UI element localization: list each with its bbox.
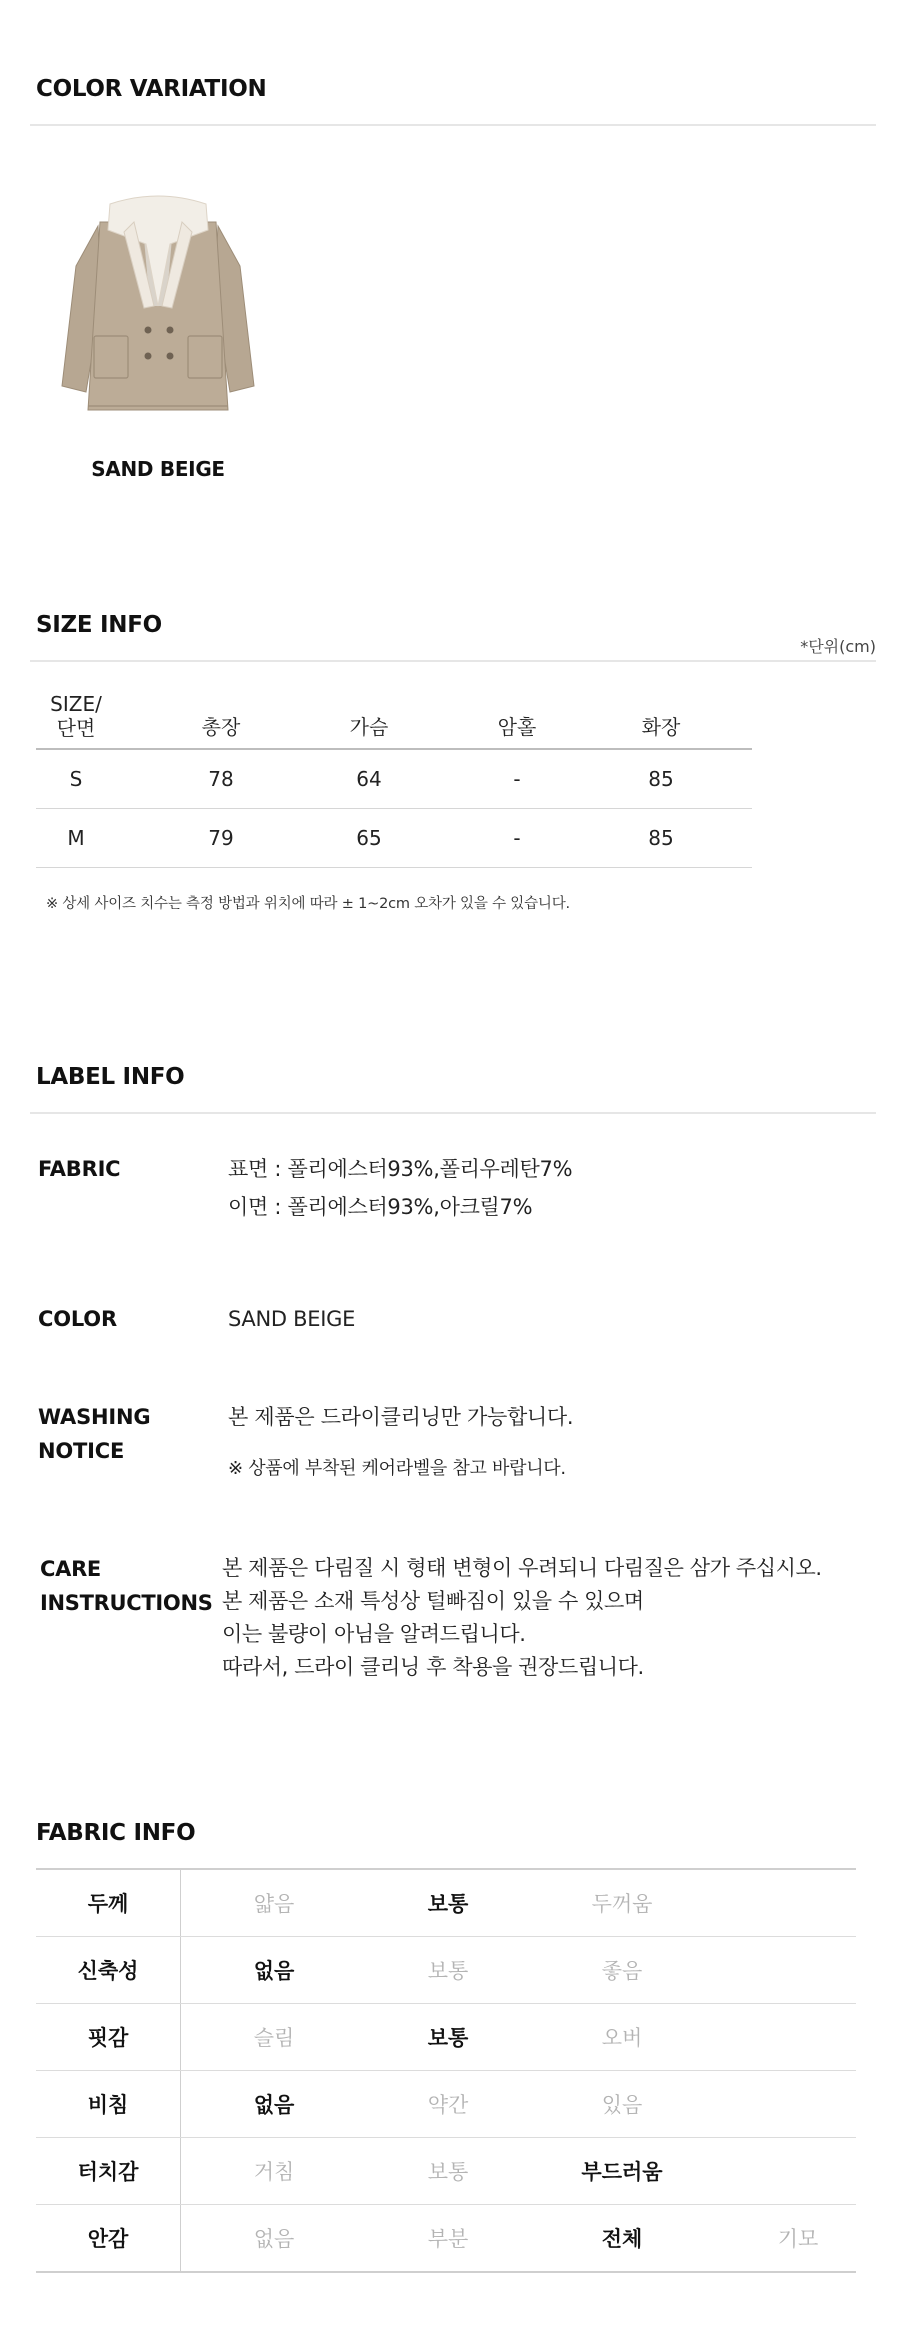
color-label: COLOR <box>38 1307 117 1331</box>
fabric-row-label: 신축성 <box>36 1937 181 2003</box>
size-cell: 85 <box>648 767 674 791</box>
fabric-row-lining <box>36 2205 856 2273</box>
label-info-title: LABEL INFO <box>36 1064 185 1090</box>
fabric-row-label: 터치감 <box>36 2138 181 2204</box>
fabric-option: 얇음 <box>253 1892 295 1916</box>
fabric-option: 두꺼움 <box>591 1892 653 1916</box>
fabric-option: 없음 <box>253 2227 295 2251</box>
fabric-row-fit <box>36 2004 856 2071</box>
fabric-line: 이면 : 폴리에스터93%,아크릴7% <box>228 1195 533 1219</box>
fabric-row-stretch <box>36 1937 856 2004</box>
fabric-option: 보통 <box>427 2026 469 2050</box>
size-table-header <box>36 684 752 750</box>
fabric-option: 거침 <box>253 2160 295 2184</box>
fabric-option: 없음 <box>253 2093 295 2117</box>
fabric-option: 좋음 <box>601 1959 643 1983</box>
size-header-chest: 가슴 <box>349 715 389 739</box>
fabric-info-title: FABRIC INFO <box>36 1820 196 1846</box>
size-cell: 65 <box>356 826 382 850</box>
care-text <box>222 1552 822 1684</box>
care-line: 이는 불량이 아님을 알려드립니다. <box>222 1622 526 1646</box>
size-cell: - <box>513 826 521 850</box>
size-header-sleeve: 화장 <box>641 715 681 739</box>
size-cell: 79 <box>208 826 234 850</box>
fabric-row-label: 두께 <box>36 1870 181 1936</box>
washing-label-line: WASHING <box>38 1405 151 1429</box>
size-header-length: 총장 <box>201 715 241 739</box>
color-variation-title: COLOR VARIATION <box>36 76 267 102</box>
fabric-row-label: 비침 <box>36 2071 181 2137</box>
fabric-option: 보통 <box>427 1892 469 1916</box>
size-cell: 78 <box>208 767 234 791</box>
unit-label: *단위(cm) <box>800 637 876 656</box>
size-cell: M <box>67 826 85 850</box>
fabric-row-touch <box>36 2138 856 2205</box>
swatch-label: SAND BEIGE <box>91 457 225 481</box>
fabric-row-label: 안감 <box>36 2205 181 2271</box>
care-label-line: CARE <box>40 1557 101 1581</box>
size-header-size: SIZE/ 단면 <box>50 692 102 740</box>
fabric-label: FABRIC <box>38 1157 121 1181</box>
care-line: 본 제품은 다림질 시 형태 변형이 우려되니 다림질은 삼가 주십시오. <box>222 1556 822 1580</box>
size-note: ※ 상세 사이즈 치수는 측정 방법과 위치에 따라 ± 1~2cm 오차가 있을 수 있습니다. <box>46 896 570 912</box>
label-info-divider <box>30 1112 876 1114</box>
size-row <box>36 809 752 868</box>
care-line: 따라서, 드라이 클리닝 후 착용을 권장드립니다. <box>222 1655 644 1679</box>
fabric-table <box>36 1868 856 2273</box>
size-row <box>36 750 752 809</box>
size-cell: 85 <box>648 826 674 850</box>
fabric-option: 있음 <box>601 2093 643 2117</box>
care-label-line: INSTRUCTIONS <box>40 1591 213 1615</box>
fabric-row-thickness <box>36 1870 856 1937</box>
fabric-option: 없음 <box>253 1959 295 1983</box>
fabric-option: 기모 <box>777 2227 819 2251</box>
washing-label-line: NOTICE <box>38 1439 125 1463</box>
coat-swatch-image[interactable] <box>58 186 258 418</box>
color-value: SAND BEIGE <box>228 1307 356 1331</box>
size-cell: - <box>513 767 521 791</box>
fabric-option: 보통 <box>427 1959 469 1983</box>
size-header-armhole: 암홀 <box>497 715 537 739</box>
fabric-option: 부분 <box>427 2227 469 2251</box>
fabric-row-label: 핏감 <box>36 2004 181 2070</box>
size-cell: S <box>69 767 83 791</box>
fabric-option: 부드러움 <box>581 2160 663 2184</box>
size-table <box>36 684 752 868</box>
fabric-option: 슬림 <box>253 2026 295 2050</box>
coat-illustration <box>58 186 258 418</box>
fabric-option: 보통 <box>427 2160 469 2184</box>
size-info-title: SIZE INFO <box>36 612 162 638</box>
size-cell: 64 <box>356 767 382 791</box>
fabric-option: 전체 <box>601 2227 643 2251</box>
fabric-line: 표면 : 폴리에스터93%,폴리우레탄7% <box>228 1157 573 1181</box>
care-label <box>40 1552 213 1620</box>
washing-text: 본 제품은 드라이클리닝만 가능합니다. <box>228 1405 574 1429</box>
care-line: 본 제품은 소재 특성상 털빠짐이 있을 수 있으며 <box>222 1589 644 1613</box>
fabric-option: 약간 <box>427 2093 469 2117</box>
color-variation-divider <box>30 124 876 126</box>
fabric-row-sheer <box>36 2071 856 2138</box>
washing-note: ※ 상품에 부착된 케어라벨을 참고 바랍니다. <box>228 1458 566 1479</box>
fabric-option: 오버 <box>601 2026 643 2050</box>
size-info-divider <box>30 660 876 662</box>
